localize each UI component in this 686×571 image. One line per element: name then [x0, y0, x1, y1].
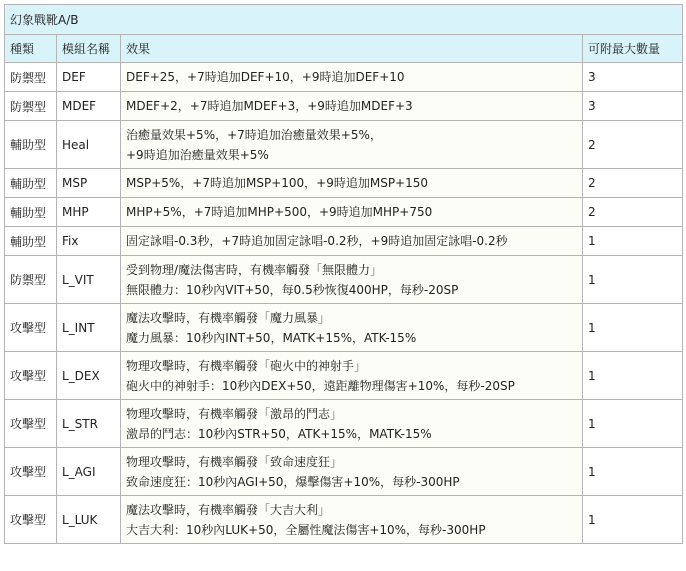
module-type-cell: 輔助型	[5, 198, 57, 227]
module-effect-cell	[121, 400, 583, 448]
max-count-cell: 1	[583, 256, 683, 304]
table-row	[5, 448, 683, 496]
table-title-row	[5, 5, 683, 35]
module-name-cell: L_LUK	[57, 496, 121, 544]
effect-line: MDEF+2，+7時追加MDEF+3，+9時追加MDEF+3	[126, 99, 413, 113]
module-type-cell: 攻擊型	[5, 400, 57, 448]
table-row	[5, 169, 683, 198]
module-effect-cell	[121, 198, 583, 227]
table-title: 幻象戰靴A/B	[5, 5, 683, 35]
module-effect-cell	[121, 448, 583, 496]
module-effect-cell	[121, 227, 583, 256]
table-row	[5, 227, 683, 256]
effect-line: MSP+5%，+7時追加MSP+100，+9時追加MSP+150	[126, 176, 429, 190]
module-name-cell: Fix	[57, 227, 121, 256]
effect-line: 魔法攻擊時，有機率觸發「魔力風暴」	[126, 310, 331, 325]
table-row	[5, 92, 683, 121]
module-effect-cell	[121, 121, 583, 169]
table-row	[5, 198, 683, 227]
module-name-cell: DEF	[57, 63, 121, 92]
header-max-count: 可附最大數量	[583, 35, 683, 63]
effect-line: 受到物理/魔法傷害時，有機率觸發「無限體力」	[126, 262, 383, 277]
max-count-cell: 1	[583, 448, 683, 496]
max-count-cell: 1	[583, 304, 683, 352]
module-type-cell: 攻擊型	[5, 496, 57, 544]
module-table-container	[4, 4, 682, 544]
module-table	[4, 4, 683, 544]
module-name-cell: MSP	[57, 169, 121, 198]
module-type-cell: 輔助型	[5, 169, 57, 198]
module-type-cell: 輔助型	[5, 121, 57, 169]
header-module-name: 模組名稱	[57, 35, 121, 63]
max-count-cell: 1	[583, 400, 683, 448]
effect-line: 砲火中的神射手：10秒內DEX+50，遠距離物理傷害+10%，每秒-20SP	[126, 378, 515, 393]
effect-line: 致命速度狂：10秒內AGI+50，爆擊傷害+10%，每秒-300HP	[126, 474, 460, 489]
module-name-cell: L_INT	[57, 304, 121, 352]
effect-line: 無限體力：10秒內VIT+50，每0.5秒恢復400HP，每秒-20SP	[126, 282, 459, 297]
header-type: 種類	[5, 35, 57, 63]
module-name-cell: Heal	[57, 121, 121, 169]
effect-line: 激昂的鬥志：10秒內STR+50，ATK+15%，MATK-15%	[126, 426, 432, 441]
effect-line: 魔法攻擊時，有機率觸發「大吉大利」	[126, 502, 331, 517]
max-count-cell: 1	[583, 227, 683, 256]
table-row	[5, 256, 683, 304]
effect-line: 固定詠唱-0.3秒，+7時追加固定詠唱-0.2秒，+9時追加固定詠唱-0.2秒	[126, 234, 508, 248]
table-header-row	[5, 35, 683, 63]
module-effect-cell	[121, 352, 583, 400]
module-effect-cell	[121, 63, 583, 92]
effect-line: 物理攻擊時，有機率觸發「砲火中的神射手」	[126, 358, 367, 373]
header-effect: 效果	[121, 35, 583, 63]
max-count-cell: 2	[583, 198, 683, 227]
effect-line: 物理攻擊時，有機率觸發「激昂的鬥志」	[126, 406, 343, 421]
module-effect-cell	[121, 256, 583, 304]
module-type-cell: 防禦型	[5, 92, 57, 121]
module-name-cell: L_AGI	[57, 448, 121, 496]
table-body	[5, 63, 683, 544]
module-type-cell: 攻擊型	[5, 304, 57, 352]
effect-line: 大吉大利：10秒內LUK+50，全屬性魔法傷害+10%，每秒-300HP	[126, 522, 486, 537]
module-effect-cell	[121, 169, 583, 198]
table-row	[5, 400, 683, 448]
module-type-cell: 攻擊型	[5, 352, 57, 400]
module-effect-cell	[121, 92, 583, 121]
module-name-cell: L_STR	[57, 400, 121, 448]
table-row	[5, 304, 683, 352]
effect-line: DEF+25，+7時追加DEF+10，+9時追加DEF+10	[126, 70, 405, 84]
table-row	[5, 63, 683, 92]
module-effect-cell	[121, 304, 583, 352]
max-count-cell: 3	[583, 63, 683, 92]
module-effect-cell	[121, 496, 583, 544]
module-type-cell: 防禦型	[5, 63, 57, 92]
table-row	[5, 352, 683, 400]
max-count-cell: 2	[583, 121, 683, 169]
module-name-cell: MHP	[57, 198, 121, 227]
module-name-cell: L_VIT	[57, 256, 121, 304]
effect-line: 治癒量效果+5%，+7時追加治癒量效果+5%，	[126, 127, 382, 142]
max-count-cell: 2	[583, 169, 683, 198]
effect-line: 物理攻擊時，有機率觸發「致命速度狂」	[126, 454, 343, 469]
module-type-cell: 防禦型	[5, 256, 57, 304]
table-row	[5, 121, 683, 169]
module-type-cell: 輔助型	[5, 227, 57, 256]
module-type-cell: 攻擊型	[5, 448, 57, 496]
effect-line: MHP+5%，+7時追加MHP+500，+9時追加MHP+750	[126, 205, 433, 219]
max-count-cell: 3	[583, 92, 683, 121]
max-count-cell: 1	[583, 496, 683, 544]
effect-line: +9時追加治癒量效果+5%	[126, 147, 269, 162]
module-name-cell: MDEF	[57, 92, 121, 121]
table-row	[5, 496, 683, 544]
effect-line: 魔力風暴：10秒內INT+50，MATK+15%，ATK-15%	[126, 330, 417, 345]
max-count-cell: 1	[583, 352, 683, 400]
module-name-cell: L_DEX	[57, 352, 121, 400]
